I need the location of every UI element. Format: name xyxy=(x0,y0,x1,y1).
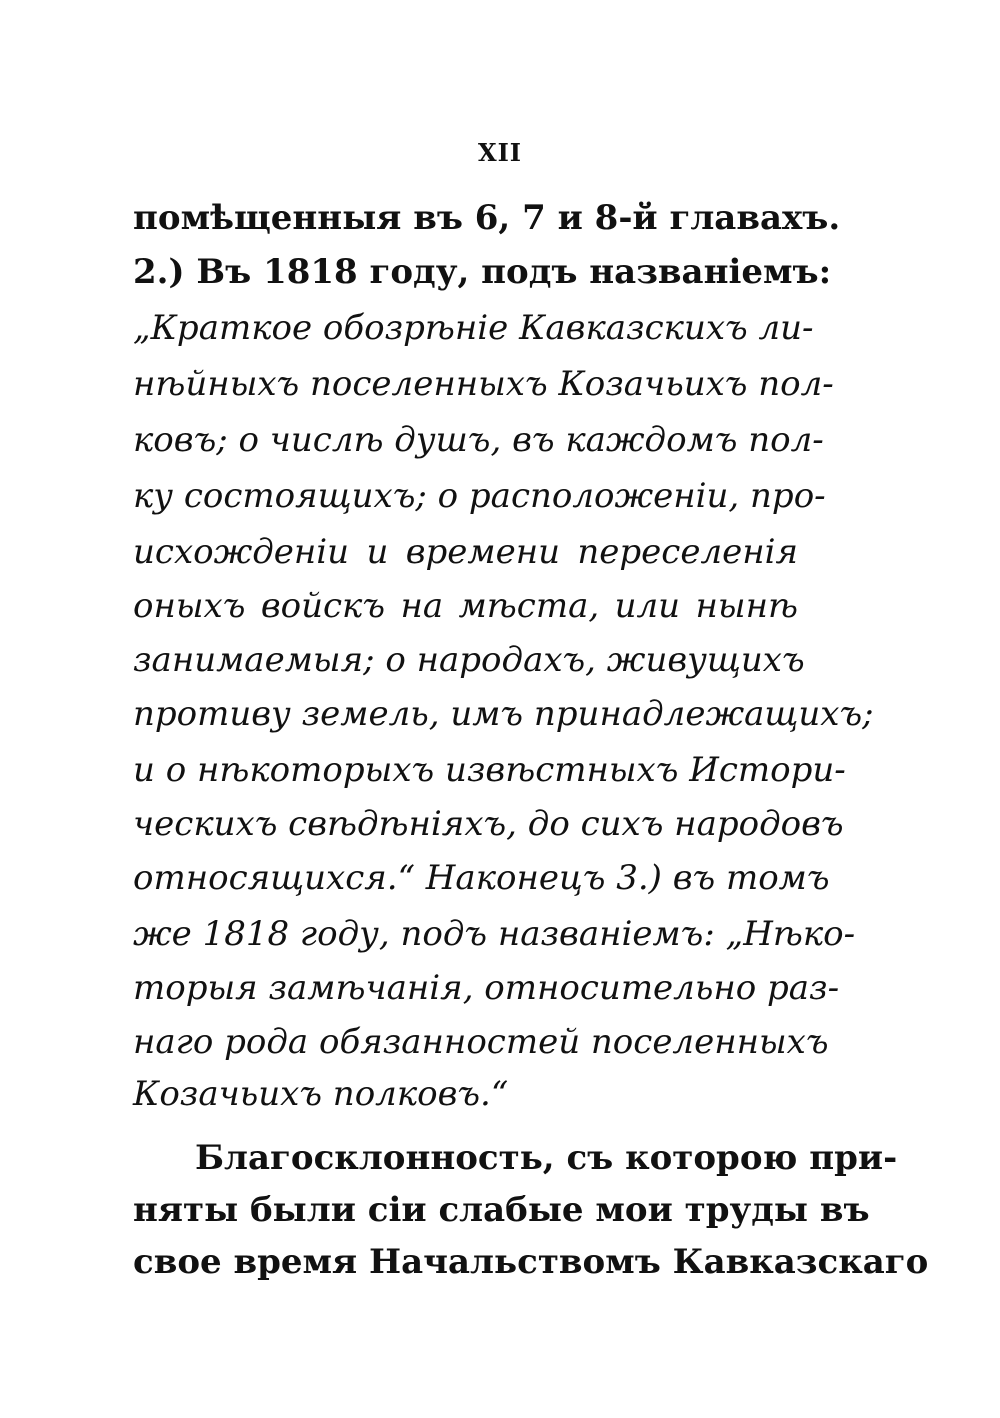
text-line-18: Благосклонность, съ которою при- xyxy=(195,1138,898,1178)
text-line-13: относящихся.“ Наконецъ 3.) въ томъ xyxy=(133,858,830,898)
text-line-20: свое время Начальствомъ Кавказскаго xyxy=(133,1242,929,1282)
text-line-3: „Краткое обозрѣніе Кавказскихъ ли- xyxy=(133,308,814,348)
text-line-12: ческихъ свѣдѣніяхъ, до сихъ народовъ xyxy=(133,804,844,844)
text-line-2: 2.) Въ 1818 году, подъ названіемъ: xyxy=(133,252,832,292)
text-line-4: нѣйныхъ поселенныхъ Козачьихъ пол- xyxy=(133,364,834,404)
text-line-1: помѣщенныя въ 6, 7 и 8-й главахъ. xyxy=(133,198,841,238)
text-line-7: исхожденіи и времени переселенія xyxy=(133,532,798,572)
page-number: XII xyxy=(477,138,523,167)
text-line-14: же 1818 году, подъ названіемъ: „Нѣко- xyxy=(133,914,856,954)
text-line-10: противу земель, имъ принадлежащихъ; xyxy=(133,694,874,734)
text-line-19: няты были сіи слабые мои труды въ xyxy=(133,1190,870,1230)
text-line-16: наго рода обязанностей поселенныхъ xyxy=(133,1022,829,1062)
text-line-8: оныхъ войскъ на мѣста, или нынѣ xyxy=(133,586,798,626)
text-line-17: Козачьихъ полковъ.“ xyxy=(133,1074,509,1114)
text-line-6: ку состоящихъ; о расположеніи, про- xyxy=(133,476,826,516)
text-line-9: занимаемыя; о народахъ, живущихъ xyxy=(133,640,805,680)
text-line-15: торыя замѣчанія, относительно раз- xyxy=(133,968,840,1008)
text-line-5: ковъ; о числѣ душъ, въ каждомъ пол- xyxy=(133,420,824,460)
text-line-11: и о нѣкоторыхъ извѣстныхъ Истори- xyxy=(133,750,846,790)
